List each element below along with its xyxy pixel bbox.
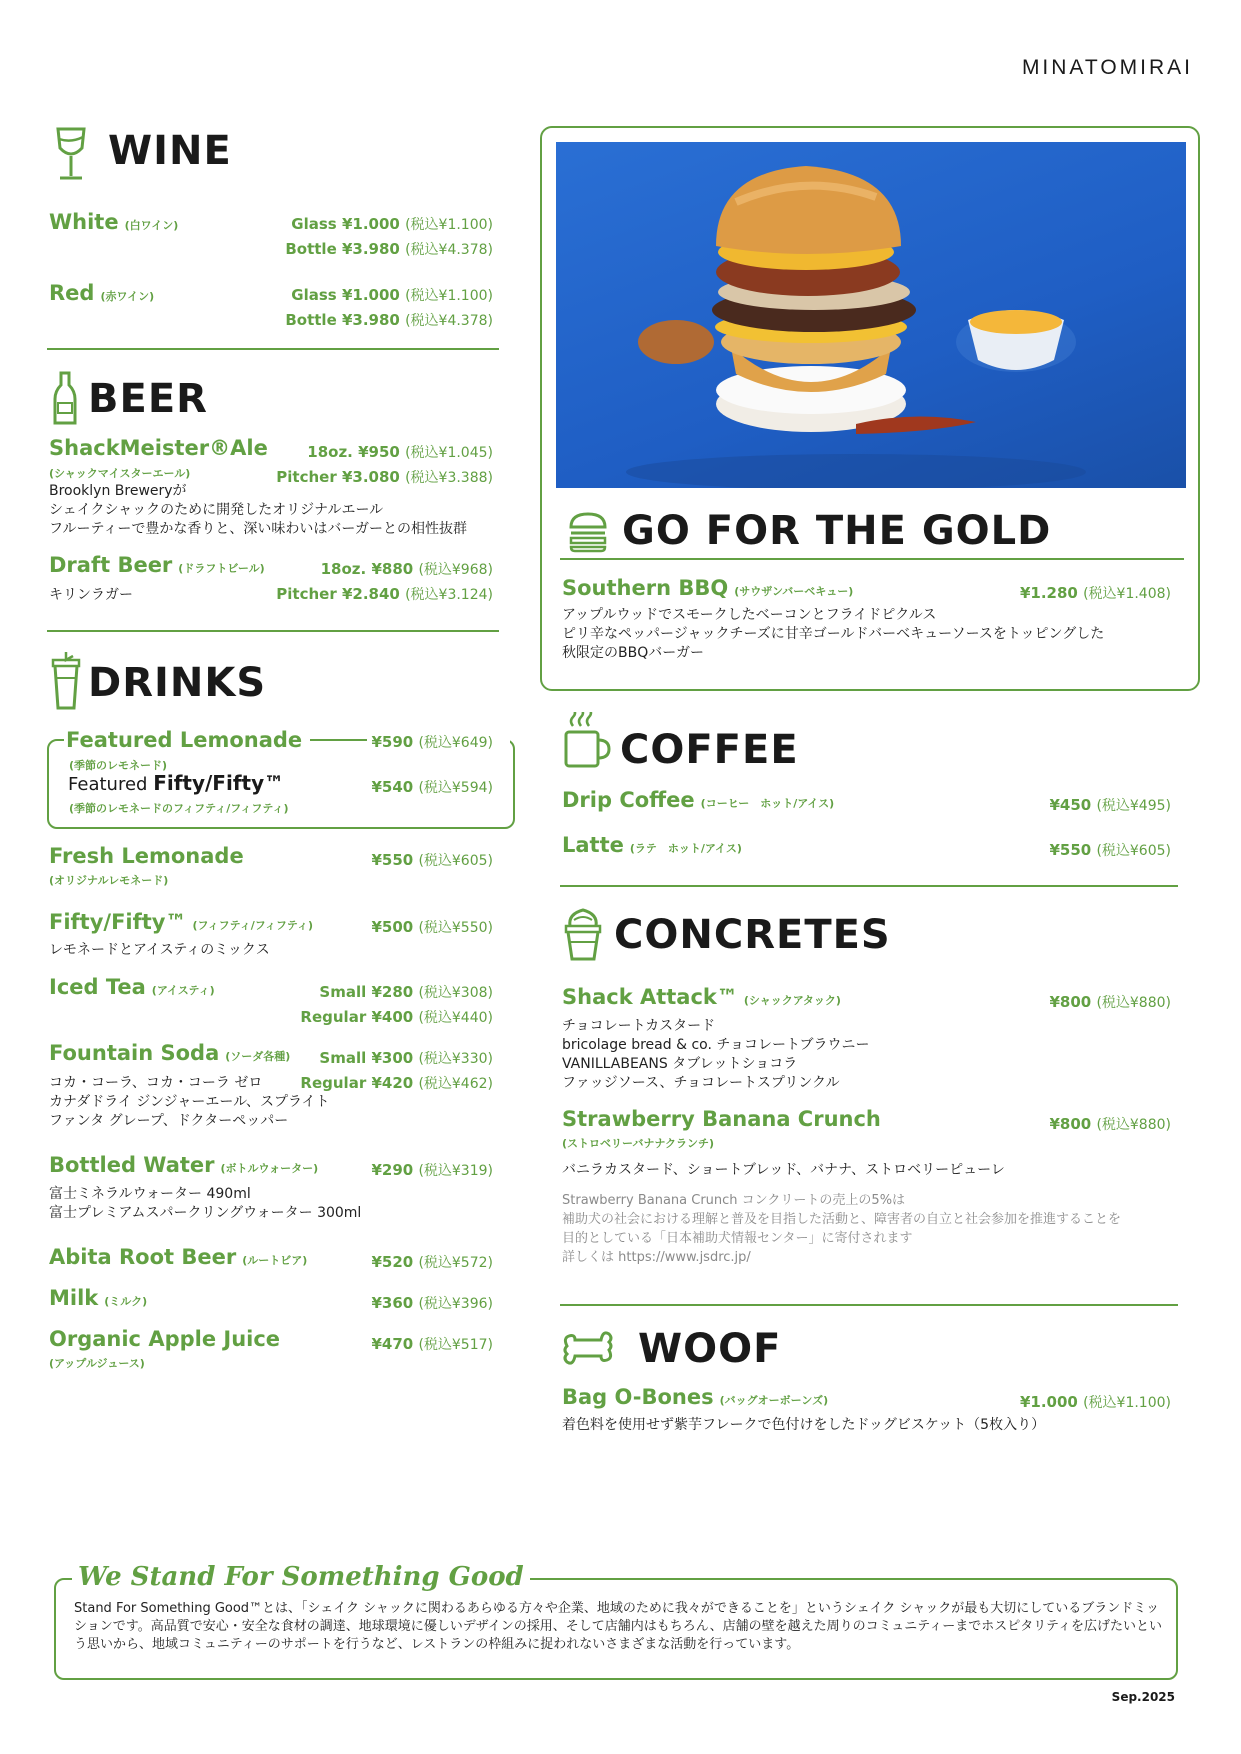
location-label: MINATOMIRAI [1021,56,1193,79]
draft-beer-name: Draft Beer (ドラフトビール) [49,553,265,577]
fountain-soda-small-price: Small ¥300 (税込¥330) [319,1049,493,1067]
fountain-soda-desc-3: ファンタ グレープ、ドクターペッパー [49,1113,289,1129]
featured-lemonade-kana: (季節のレモネード) [69,759,168,772]
burger-illustration [556,142,1186,488]
drink-cup-icon [51,650,81,712]
shack-attack-desc-1: チョコレートカスタード [562,1018,716,1034]
apple-juice-kana: (アップルジュース) [49,1357,145,1370]
fresh-lemonade-kana: (オリジナルレモネード) [49,874,169,887]
donation-note-4: 詳しくは https://www.jsdrc.jp/ [562,1250,751,1265]
wine-red-bottle-price: Bottle ¥3.980 (税込¥4.378) [285,311,493,329]
fifty-fifty-name: Fifty/Fifty™ (フィフティ/フィフティ) [49,910,314,934]
latte-price: ¥550 (税込¥605) [1049,841,1171,859]
southern-bbq-price: ¥1.280 (税込¥1.408) [1019,584,1171,602]
shackmeister-name: ShackMeister®Ale [49,436,268,460]
fresh-lemonade-name: Fresh Lemonade [49,844,244,868]
shackmeister-desc-1: Brooklyn Breweryが [49,483,187,499]
strawberry-crunch-desc: バニラカスタード、ショートブレッド、バナナ、ストロベリーピューレ [562,1162,1005,1178]
divider [47,348,499,350]
stand-for-something-good-title: We Stand For Something Good [72,1562,530,1592]
draft-18oz-price: 18oz. ¥880 (税込¥968) [320,560,493,578]
beer-title: BEER [88,376,208,422]
donation-note-3: 目的としている「日本補助犬情報センター」に寄付されます [562,1231,913,1246]
milk-name: Milk (ミルク) [49,1286,148,1310]
iced-tea-regular-price: Regular ¥400 (税込¥440) [300,1008,493,1026]
burger-photo [556,142,1186,488]
strawberry-crunch-kana: (ストロベリーバナナクランチ) [562,1137,715,1150]
drip-coffee-name: Drip Coffee (コーヒー ホット/アイス) [562,788,835,812]
menu-date: Sep.2025 [1111,1690,1175,1704]
iced-tea-small-price: Small ¥280 (税込¥308) [319,983,493,1001]
strawberry-crunch-name: Strawberry Banana Crunch [562,1107,881,1131]
divider [47,630,499,632]
burger-icon [568,511,608,553]
bottled-water-desc-1: 富士ミネラルウォーター 490ml [49,1186,251,1202]
shack-attack-price: ¥800 (税込¥880) [1049,993,1171,1011]
drinks-title: DRINKS [88,660,267,706]
iced-tea-name: Iced Tea (アイスティ) [49,975,215,999]
bottled-water-desc-2: 富士プレミアムスパークリングウォーター 300ml [49,1205,362,1221]
shackmeister-desc-2: シェイクシャックのために開発したオリジナルエール [49,502,384,518]
fountain-soda-desc-1: コカ・コーラ、コカ・コーラ ゼロ [49,1075,263,1091]
featured-ff-price: ¥540 (税込¥594) [371,778,493,796]
fountain-soda-regular-price: Regular ¥420 (税込¥462) [300,1074,493,1092]
shackmeister-pitcher-price: Pitcher ¥3.080 (税込¥3.388) [276,468,493,486]
wine-title: WINE [108,128,232,174]
milk-price: ¥360 (税込¥396) [371,1294,493,1312]
featured-lemonade-price: ¥590 (税込¥649) [367,732,493,752]
woof-title: WOOF [638,1326,782,1372]
shackmeister-kana: (シャックマイスターエール) [49,467,191,480]
shack-attack-desc-3: VANILLABEANS タブレットショコラ [562,1056,798,1072]
wine-white-bottle-price: Bottle ¥3.980 (税込¥4.378) [285,240,493,258]
root-beer-name: Abita Root Beer (ルートビア) [49,1245,308,1269]
apple-juice-name: Organic Apple Juice [49,1327,281,1351]
draft-desc: キリンラガー [49,587,133,603]
bag-o-bones-price: ¥1.000 (税込¥1.100) [1019,1393,1171,1411]
gold-title: GO FOR THE GOLD [622,508,1052,554]
dog-bone-icon [563,1328,613,1368]
wine-white-glass-price: Glass ¥1.000 (税込¥1.100) [291,215,493,233]
fountain-soda-name: Fountain Soda (ソーダ各種) [49,1041,291,1065]
featured-ff-kana: (季節のレモネードのフィフティ/フィフティ) [69,802,289,815]
donation-note-1: Strawberry Banana Crunch コンクリートの売上の5%は [562,1193,906,1208]
fifty-fifty-desc: レモネードとアイスティのミックス [49,942,270,958]
fifty-fifty-price: ¥500 (税込¥550) [371,918,493,936]
latte-name: Latte (ラテ ホット/アイス) [562,833,742,857]
stand-for-something-good-text: Stand For Something Good™とは、「シェイク シャックに関わるあらゆる方々や企業、地域のために我々ができることを」というシェイク シャックが最も大切にしているブランドミッションです。高品質で安心・安全な食材の調達、地球環境に優しいデザインの採用、そして店舗内はもちろん、店舗の壁を越えた周りのコミュニティーまでホスピタリティを広げたいという思いから、地域コミュニティーのサポートを行うなど、レストランの枠組みに捉われないさまざまな活動を行っています。 [74,1601,1162,1652]
draft-pitcher-price: Pitcher ¥2.840 (税込¥3.124) [276,585,493,603]
featured-lemonade-name: Featured Lemonade [66,728,310,752]
featured-ff-name: Featured Fifty/Fifty™ [68,771,285,795]
shack-attack-desc-4: ファッジソース、チョコレートスプリンクル [562,1075,840,1091]
southern-bbq-name: Southern BBQ (サウザンバーベキュー) [562,576,854,600]
wine-white-name: White (白ワイン) [49,210,179,234]
fountain-soda-desc-2: カナダドライ ジンジャーエール、スプライト [49,1094,330,1110]
bottled-water-name: Bottled Water (ボトルウォーター) [49,1153,319,1177]
concrete-cup-icon [564,906,602,962]
drip-coffee-price: ¥450 (税込¥495) [1049,796,1171,814]
root-beer-price: ¥520 (税込¥572) [371,1253,493,1271]
shackmeister-desc-3: フルーティーで豊かな香りと、深い味わいはバーガーとの相性抜群 [49,521,468,537]
shackmeister-18oz-price: 18oz. ¥950 (税込¥1.045) [307,443,493,461]
southern-bbq-desc-2: ピリ辛なペッパージャックチーズに甘辛ゴールドバーベキューソースをトッピングした [562,626,1105,642]
wine-red-glass-price: Glass ¥1.000 (税込¥1.100) [291,286,493,304]
fresh-lemonade-price: ¥550 (税込¥605) [371,851,493,869]
bottled-water-price: ¥290 (税込¥319) [371,1161,493,1179]
donation-note-2: 補助犬の社会における理解と普及を目指した活動と、障害者の自立と社会参加を推進することを [562,1212,1122,1227]
strawberry-crunch-price: ¥800 (税込¥880) [1049,1115,1171,1133]
concretes-title: CONCRETES [614,912,891,958]
beer-bottle-icon [52,371,78,427]
apple-juice-price: ¥470 (税込¥517) [371,1335,493,1353]
divider [560,1304,1178,1306]
shack-attack-desc-2: bricolage bread & co. チョコレートブラウニー [562,1037,870,1053]
divider [560,885,1178,887]
southern-bbq-desc-3: 秋限定のBBQバーガー [562,645,704,661]
divider [560,558,1184,560]
coffee-title: COFFEE [620,727,799,773]
bag-o-bones-desc: 着色料を使用せず紫芋フレークで色付けをしたドッグビスケット（5枚入り） [562,1417,1046,1433]
wine-red-name: Red (赤ワイン) [49,281,155,305]
wine-glass-icon [54,126,88,182]
southern-bbq-desc-1: アップルウッドでスモークしたベーコンとフライドピクルス [562,607,937,623]
coffee-cup-icon [563,712,611,770]
shack-attack-name: Shack Attack™ (シャックアタック) [562,985,841,1009]
bag-o-bones-name: Bag O-Bones (バッグオーボーンズ) [562,1385,829,1409]
